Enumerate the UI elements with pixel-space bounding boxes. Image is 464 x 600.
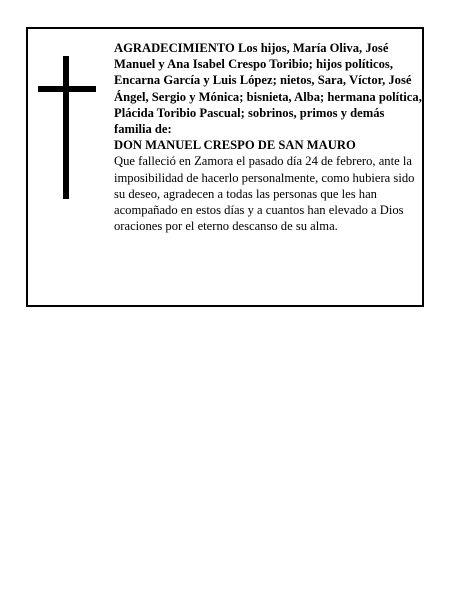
notice-heading: AGRADECIMIENTO <box>114 41 235 55</box>
deceased-name: DON MANUEL CRESPO DE SAN MAURO <box>114 138 356 153</box>
cross-vertical-bar <box>63 56 69 199</box>
cross-horizontal-bar <box>38 86 96 92</box>
notice-body: Que falleció en Zamora el pasado día 24 de febrero, ante la imposibilidad de hacerlo personalmente, como hubiera sido su deseo, agradecen a todas las personas que les han acompañado en estos días y a cuantos han elevado a Dios oraciones por el eterno descanso de su alma. <box>114 154 415 234</box>
cross-icon <box>38 56 96 199</box>
notice-family: Los hijos, María Oliva, José Manuel y Ana Isabel Crespo Toribio; hijos políticos, Encarna García y Luis López; nietos, Sara, Víctor, José Ángel, Sergio y Mónica; bisnieta, Alba; hermana política, Plácida Toribio Pascual; sobrinos, primos y demás familia de: <box>114 41 422 137</box>
obituary-notice <box>26 27 424 307</box>
notice-text <box>114 40 424 234</box>
notice-intro <box>114 40 424 137</box>
